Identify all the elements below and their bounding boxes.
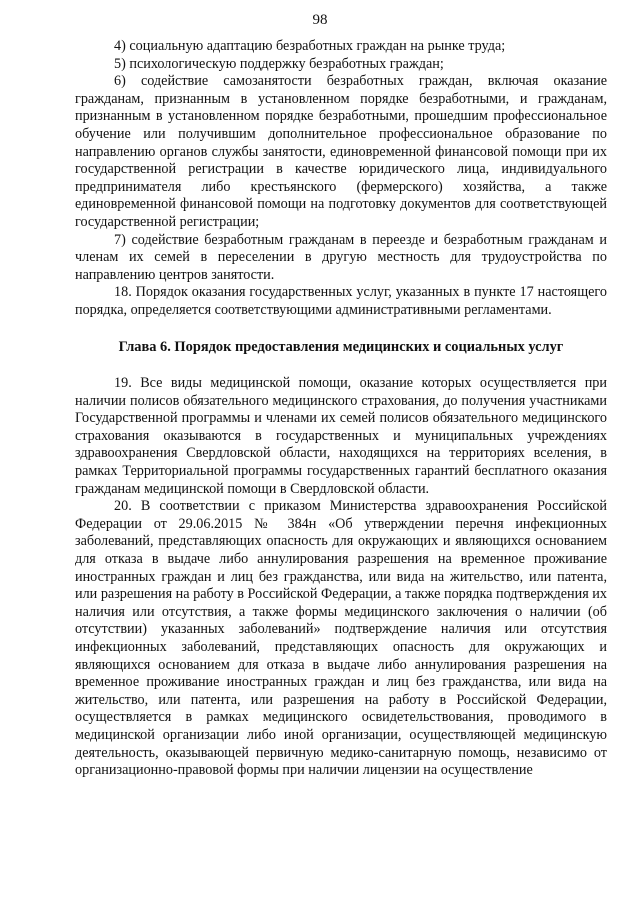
paragraph-clause-19: 19. Все виды медицинской помощи, оказание которых осуществляется при наличии полисов обязательного медицинского страхования, до получения участниками Государственной программы и членами их семей полисов обязательного медицинского страхования оказываются в государственных и муниципальных учреждениях здравоохранения Свердловской области, находящихся на территориях вселения, в рамках Территориальной программы государственных гарантий бесплатного оказания гражданам медицинской помощи в Свердловской области. — [75, 375, 607, 497]
paragraph-item-7: 7) содействие безработным гражданам в переезде и безработным гражданам и членам их семей в переселении в другую местность для трудоустройства по направлению центров занятости. — [75, 231, 607, 283]
paragraph-clause-20: 20. В соответствии с приказом Министерства здравоохранения Российской Федерации от 29.06.2015 № 384н «Об утверждении перечня инфекционных заболеваний, представляющих опасность для окружающих и являющихся основанием для отказа в выдаче либо аннулирования разрешения на временное проживание иностранных граждан и лиц без гражданства, или вида на жительство, или патента, или разрешения на работу в Российской Федерации, а также порядка подтверждения их наличия или отсутствия, а также формы медицинского заключения о наличии (об отсутствии) указанных заболеваний» подтверждение наличия или отсутствия инфекционных заболеваний, представляющих опасность для окружающих и являющихся основанием для отказа в выдаче либо аннулирования разрешения на временное проживание иностранных граждан и лиц без гражданства, или вида на жительство, или патента, или разрешения на работу в Российской Федерации, осуществляется в рамках медицинского освидетельствования, проводимого в медицинской организации либо иной организации, осуществляющей медицинскую деятельность, оказывающей первичную медико-санитарную помощь, независимо от организационно-правовой формы при наличии лицензии на осуществление — [75, 498, 607, 779]
document-body — [75, 38, 607, 780]
paragraph-clause-18: 18. Порядок оказания государственных услуг, указанных в пункте 17 настоящего порядка, определяется соответствующими административными регламентами. — [75, 284, 607, 318]
paragraph-item-4: 4) социальную адаптацию безработных граждан на рынке труда; — [114, 38, 506, 54]
page-number: 98 — [312, 12, 328, 28]
chapter-heading: Глава 6. Порядок предоставления медицинских и социальных услуг — [118, 338, 564, 355]
paragraph-item-6: 6) содействие самозанятости безработных граждан, включая оказание гражданам, признанным в установленном порядке безработными, и гражданам, признанным в установленном порядке безработными, прошедшим профессиональное обучение или получившим дополнительное профессиональное образование по направлению органов службы занятости, единовременной финансовой помощи при их государственной регистрации в качестве юридического лица, индивидуального предпринимателя либо крестьянского (фермерского) хозяйства, а также единовременной финансовой помощи на подготовку документов для соответствующей государственной регистрации; — [75, 73, 607, 230]
paragraph-item-5: 5) психологическую поддержку безработных граждан; — [114, 55, 444, 72]
